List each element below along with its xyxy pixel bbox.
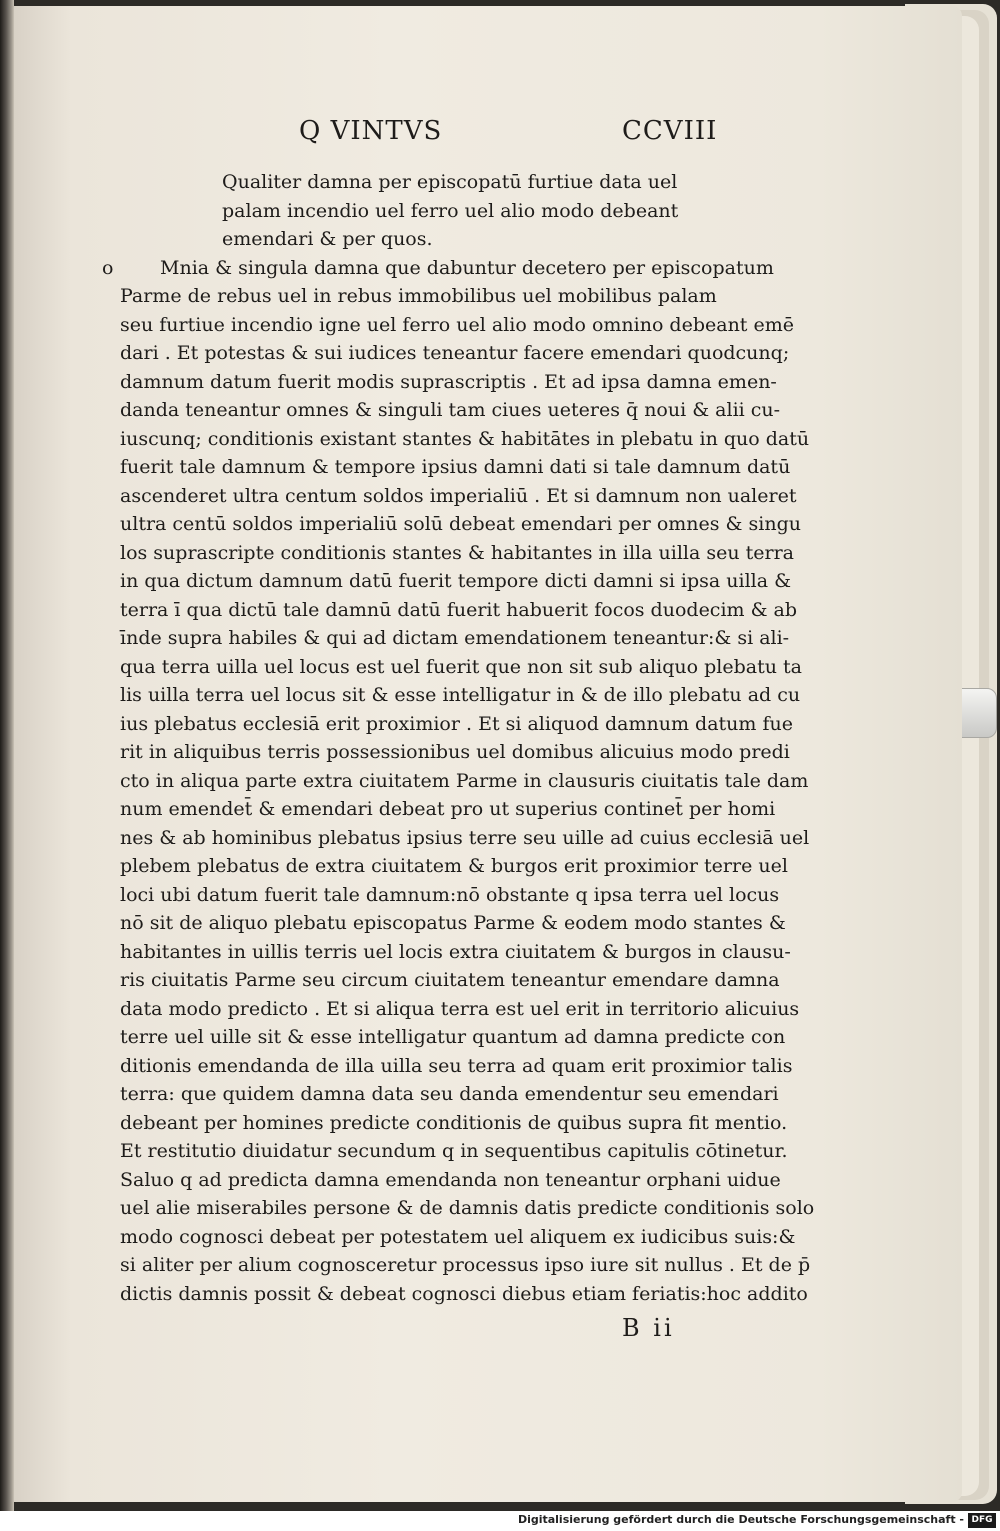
book-page <box>14 6 962 1502</box>
body-line: cto in aliqua parte extra ciuitatem Parme in clausuris ciuitatis tale dam <box>120 769 809 792</box>
body-line: ditionis emendanda de illa uilla seu terra ad quam erit proximior talis <box>120 1054 793 1077</box>
body-line: num emendet̄ & emendari debeat pro ut superius continet̄ per homi <box>120 798 776 820</box>
body-line: ultra centū soldos imperialiū solū debeat emendari per omnes & singu <box>120 513 801 535</box>
chapter-heading <box>222 168 742 254</box>
body-line: qua terra uilla uel locus est uel fuerit que non sit sub aliquo plebatu ta <box>120 655 802 678</box>
body-line: in qua dictum damnum datū fuerit tempore dicti damni si ipsa uilla & <box>120 570 792 592</box>
body-line: nes & ab hominibus plebatus ipsius terre seu uille ad cuius ecclesiā uel <box>120 826 810 849</box>
body-line: lis uilla terra uel locus sit & esse intelligatur in & de illo plebatu ad cu <box>120 684 801 706</box>
body-line: Parme de rebus uel in rebus immobilibus uel mobilibus palam <box>120 285 717 307</box>
body-line: danda teneantur omnes & singuli tam ciues ueteres q̄ noui & alii cu- <box>120 399 781 421</box>
body-line: Saluo q ad predicta damna emendanda non teneantur orphani uidue <box>120 1168 781 1191</box>
book-binding <box>0 0 14 1511</box>
body-line: iuscunq; conditionis existant stantes & habitātes in plebatu in quo datū <box>120 427 810 450</box>
body-line: damnum datum fuerit modis suprascriptis . Et ad ipsa damna emen- <box>120 370 777 393</box>
body-line: fuerit tale damnum & tempore ipsius damni dati si tale damnum datū <box>120 456 791 478</box>
body-line: terre uel uille sit & esse intelligatur quantum ad damna predicte con <box>120 1026 786 1048</box>
running-title: Q VINTVS <box>299 116 443 146</box>
signature-mark: B ii <box>622 1314 675 1342</box>
dfg-logo[interactable]: DFG <box>968 1513 996 1528</box>
body-line: ris ciuitatis Parme seu circum ciuitatem teneantur emendare damna <box>120 969 780 991</box>
folio-number: CCVIII <box>622 116 718 146</box>
body-line: dictis damnis possit & debeat cognosci diebus etiam feriatis:hoc addito <box>120 1282 808 1305</box>
page-content <box>102 106 815 1342</box>
body-line: rit in aliquibus terris possessionibus uel domibus alicuius modo predi <box>120 741 790 763</box>
body-line: dari . Et potestas & sui iudices teneantur facere emendari quodcunq; <box>120 342 790 364</box>
body-text <box>102 254 815 1309</box>
body-line: los suprascripte conditionis stantes & habitantes in illa uilla seu terra <box>120 541 794 564</box>
heading-line: palam incendio uel ferro uel alio modo debeant <box>222 199 679 222</box>
body-line: uel alie miserabiles persone & de damnis datis predicte conditionis solo <box>120 1197 815 1219</box>
body-line: debeant per homines predicte conditionis de quibus supra fit mentio. <box>120 1111 788 1134</box>
body-line: īnde supra habiles & qui ad dictam emendationem teneantur:& si ali- <box>120 627 790 649</box>
body-line: seu furtiue incendio igne uel ferro uel alio modo omnino debeant emē <box>120 313 794 336</box>
body-line: loci ubi datum fuerit tale damnum:nō obstante q ipsa terra uel locus <box>120 883 780 906</box>
body-line: ascenderet ultra centum soldos imperialiū . Et si damnum non ualeret <box>120 484 797 507</box>
body-line: terra: que quidem damna data seu danda emendentur seu emendari <box>120 1083 779 1105</box>
funding-notice: Digitalisierung gefördert durch die Deutsche Forschungsgemeinschaft - <box>517 1513 964 1526</box>
body-line: si aliter per alium cognosceretur processus ipso iure sit nullus . Et de p̄ <box>120 1254 811 1276</box>
heading-line: Qualiter damna per episcopatū furtiue data uel <box>222 171 678 193</box>
body-line: modo cognosci debeat per potestatem uel aliquem ex iudicibus suis:& <box>120 1225 796 1248</box>
footer-bar <box>0 1511 1000 1531</box>
body-line: data modo predicto . Et si aliqua terra est uel erit in territorio alicuius <box>120 997 800 1020</box>
body-line: ius plebatus ecclesiā erit proximior . Et si aliquod damnum datum fue <box>120 712 793 735</box>
body-line: nō sit de aliquo plebatu episcopatus Parme & eodem modo stantes & <box>120 912 786 934</box>
initial-guide-letter: o <box>102 256 114 279</box>
body-line: Et restitutio diuidatur secundum q in sequentibus capitulis cōtinetur. <box>120 1140 788 1162</box>
body-line: habitantes in uillis terris uel locis extra ciuitatem & burgos in clausu- <box>120 940 791 963</box>
running-head <box>102 106 742 156</box>
body-line: plebem plebatus de extra ciuitatem & burgos erit proximior terre uel <box>120 855 788 877</box>
body-line: Mnia & singula damna que dabuntur decetero per episcopatum <box>160 256 774 279</box>
body-line: terra ī qua dictū tale damnū datū fuerit habuerit focos duodecim & ab <box>120 598 798 621</box>
heading-line: emendari & per quos. <box>222 228 433 250</box>
